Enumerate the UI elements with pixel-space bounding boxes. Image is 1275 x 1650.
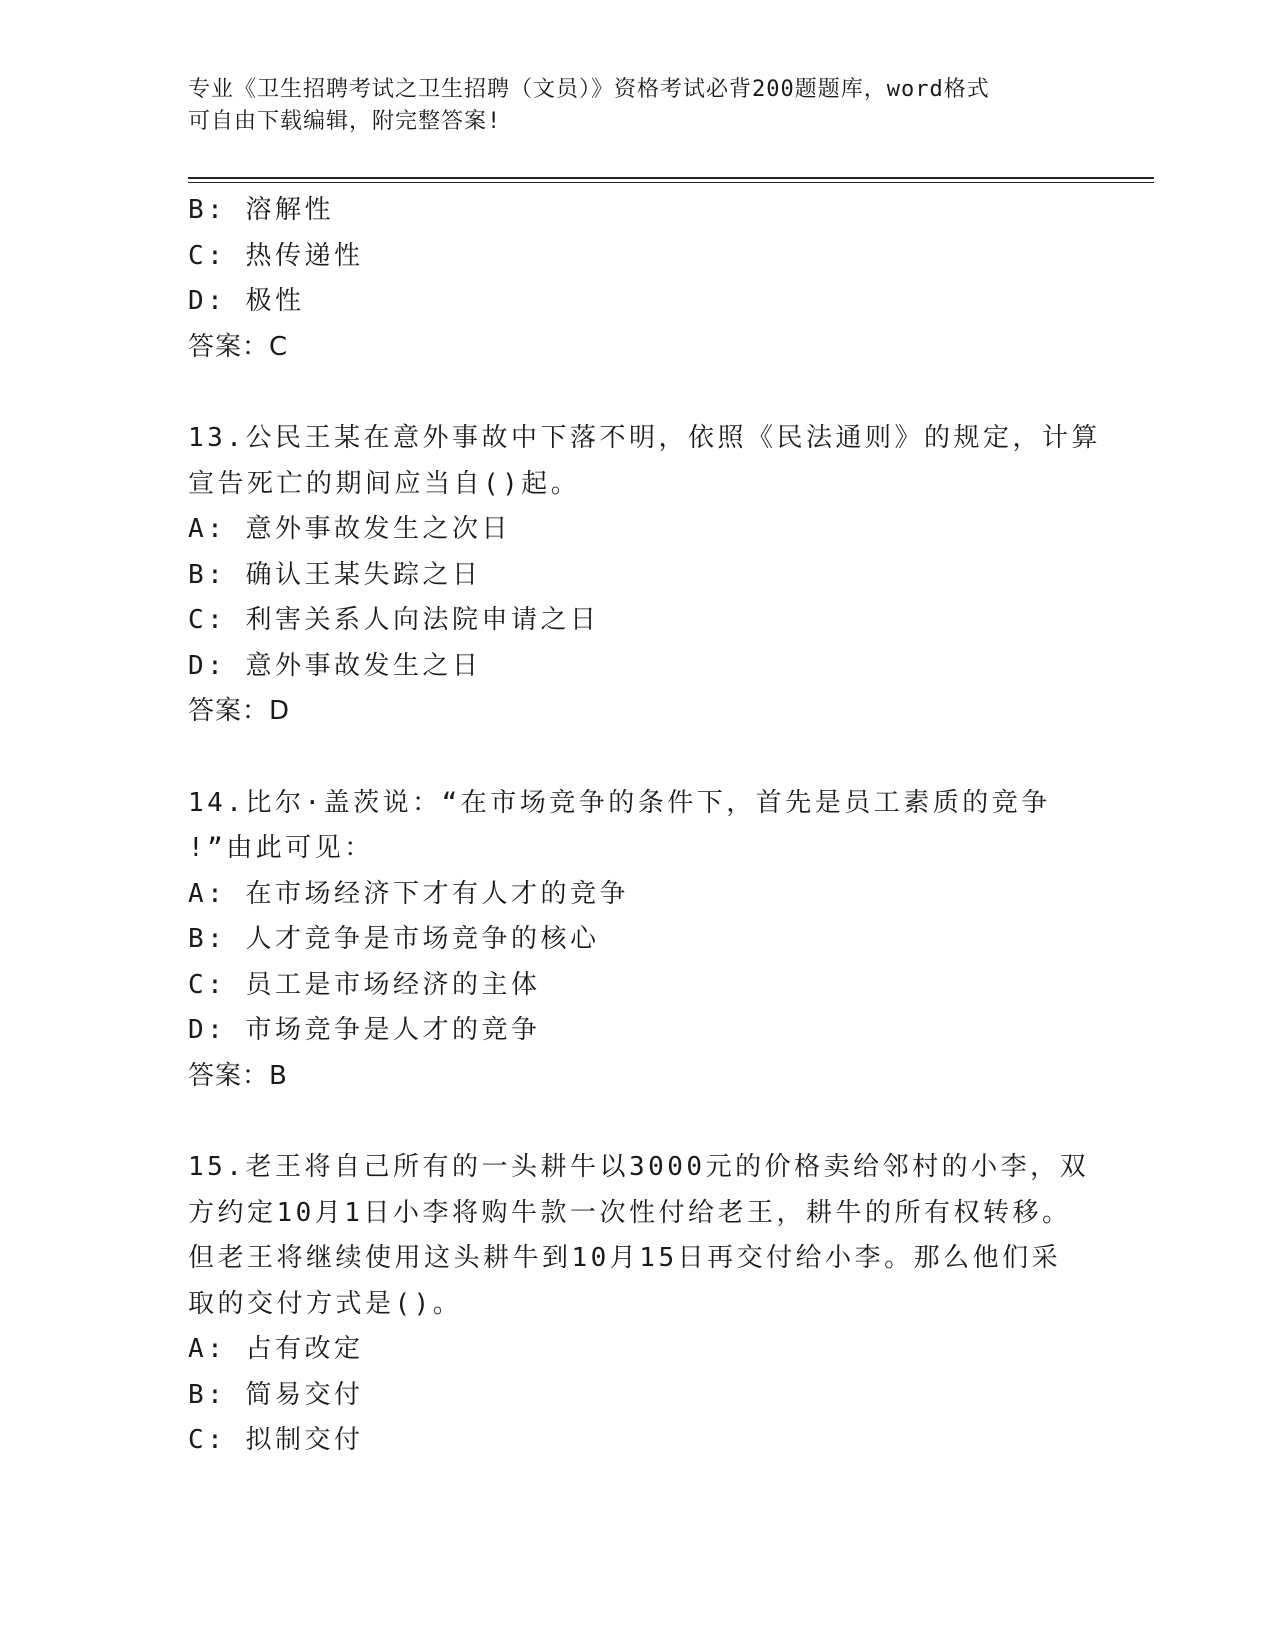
question-stem-line: 取的交付方式是()。 xyxy=(188,1288,463,1319)
option-c: C: 利害关系人向法院申请之日 xyxy=(188,605,600,635)
option-d: D: 市场竞争是人才的竞争 xyxy=(188,1015,541,1045)
question-stem-line: 但老王将继续使用这头耕牛到10月15日再交付给小李。那么他们采 xyxy=(188,1243,1062,1273)
question-13 xyxy=(188,416,1101,735)
header-rule-thick xyxy=(188,177,1154,179)
option-c: C: 热传递性 xyxy=(188,240,364,271)
option-b: B: 简易交付 xyxy=(188,1379,364,1410)
option-a: A: 在市场经济下才有人才的竞争 xyxy=(188,878,629,909)
question-15 xyxy=(188,1145,1088,1464)
option-b: B: 溶解性 xyxy=(188,195,334,225)
header-rule-thin xyxy=(188,182,1154,183)
header-title-line-1: 专业《卫生招聘考试之卫生招聘（文员）》资格考试必背200题题库，word格式 xyxy=(188,77,990,102)
option-b: B: 确认王某失踪之日 xyxy=(188,559,482,590)
question-14 xyxy=(188,781,1088,1100)
answer-line: 答案：B xyxy=(188,1060,288,1091)
header-title-line-2: 可自由下载编辑，附完整答案! xyxy=(188,109,502,134)
option-b: B: 人才竞争是市场竞争的核心 xyxy=(188,924,600,954)
option-d: D: 意外事故发生之日 xyxy=(188,650,482,681)
answer-line: 答案：D xyxy=(188,696,291,726)
question-stem-line: 15.老王将自己所有的一头耕牛以3000元的价格卖给邻村的小李，双 xyxy=(188,1152,1090,1182)
question-list xyxy=(188,188,1101,1464)
question-stem-line: 13.公民王某在意外事故中下落不明，依照《民法通则》的规定，计算 xyxy=(188,423,1101,453)
option-c: C: 员工是市场经济的主体 xyxy=(188,969,541,1000)
question-12-tail xyxy=(188,188,1088,370)
option-a: A: 占有改定 xyxy=(188,1334,364,1364)
question-stem-line: 方约定10月1日小李将购牛款一次性付给老王，耕牛的所有权转移。 xyxy=(188,1197,1072,1228)
question-stem-line: 14.比尔·盖茨说：“在市场竞争的条件下，首先是员工素质的竞争 xyxy=(188,787,1051,818)
document-header xyxy=(188,74,1068,138)
option-d: D: 极性 xyxy=(188,286,305,316)
answer-line: 答案：C xyxy=(188,331,289,362)
question-stem-line: !”由此可见： xyxy=(188,833,374,863)
option-c: C: 拟制交付 xyxy=(188,1425,364,1455)
option-a: A: 意外事故发生之次日 xyxy=(188,514,511,544)
question-stem-line: 宣告死亡的期间应当自()起。 xyxy=(188,468,581,499)
